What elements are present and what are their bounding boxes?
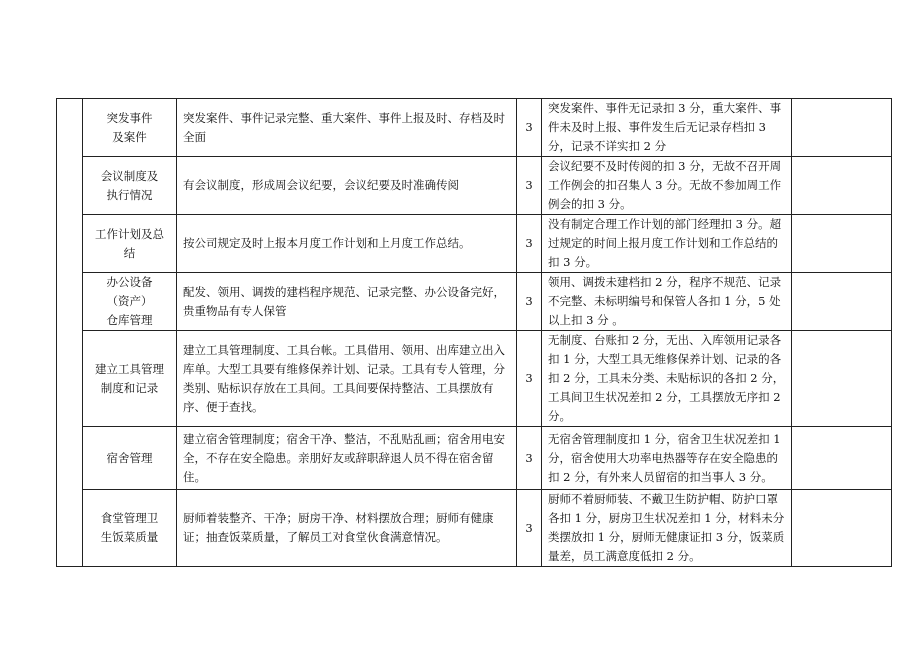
item-cell: 突发事件 及案件	[83, 99, 177, 157]
requirement-cell: 建立宿舍管理制度；宿舍干净、整洁，不乱贴乱画；宿舍用电安全，不存在安全隐患。亲朋好友或辞职辞退人员不得在宿舍留住。	[177, 427, 517, 490]
score-cell: 3	[517, 157, 542, 215]
score-cell: 3	[517, 99, 542, 157]
item-cell: 宿舍管理	[83, 427, 177, 490]
score-cell: 3	[517, 215, 542, 273]
score-cell: 3	[517, 273, 542, 331]
evaluation-table	[56, 98, 892, 567]
item-cell: 食堂管理卫 生饭菜质量	[83, 490, 177, 567]
score-cell: 3	[517, 427, 542, 490]
item-cell: 会议制度及 执行情况	[83, 157, 177, 215]
table-row	[57, 490, 892, 567]
table-row	[57, 273, 892, 331]
table-row	[57, 331, 892, 427]
item-cell: 工作计划及总 结	[83, 215, 177, 273]
table-row	[57, 427, 892, 490]
requirement-cell: 按公司规定及时上报本月度工作计划和上月度工作总结。	[177, 215, 517, 273]
requirement-cell: 有会议制度，形成周会议纪要，会议纪要及时准确传阅	[177, 157, 517, 215]
requirement-cell: 建立工具管理制度、工具台帐。工具借用、领用、出库建立出入库单。大型工具要有维修保养计划、记录。工具有专人管理，分类别、贴标识存放在工具间。工具间要保持整洁、工具摆放有序、便于查找。	[177, 331, 517, 427]
deduction-cell: 会议纪要不及时传阅的扣 3 分，无故不召开周工作例会的扣召集人 3 分。无故不参加周工作例会的扣 3 分。	[542, 157, 792, 215]
deduction-cell: 无宿舍管理制度扣 1 分，宿舍卫生状况差扣 1 分，宿舍使用大功率电热器等存在安全隐患的扣 2 分，有外来人员留宿的扣当事人 3 分。	[542, 427, 792, 490]
item-cell: 建立工具管理 制度和记录	[83, 331, 177, 427]
remark-cell	[792, 427, 892, 490]
remark-cell	[792, 273, 892, 331]
remark-cell	[792, 490, 892, 567]
remark-cell	[792, 331, 892, 427]
score-cell: 3	[517, 331, 542, 427]
remark-cell	[792, 215, 892, 273]
deduction-cell: 领用、调拨未建档扣 2 分，程序不规范、记录不完整、未标明编号和保管人各扣 1 分，5 处以上扣 3 分 。	[542, 273, 792, 331]
requirement-cell: 突发案件、事件记录完整、重大案件、事件上报及时、存档及时全面	[177, 99, 517, 157]
table-row	[57, 215, 892, 273]
requirement-cell: 配发、领用、调拨的建档程序规范、记录完整、办公设备完好，贵重物品有专人保管	[177, 273, 517, 331]
table-row	[57, 99, 892, 157]
deduction-cell: 突发案件、事件无记录扣 3 分，重大案件、事件未及时上报、事件发生后无记录存档扣 3 分，记录不详实扣 2 分	[542, 99, 792, 157]
requirement-cell: 厨师着装整齐、干净；厨房干净、材料摆放合理；厨师有健康证；抽查饭菜质量，了解员工对食堂伙食满意情况。	[177, 490, 517, 567]
remark-cell	[792, 157, 892, 215]
deduction-cell: 没有制定合理工作计划的部门经理扣 3 分。超过规定的时间上报月度工作计划和工作总结的扣 3 分。	[542, 215, 792, 273]
table-row	[57, 157, 892, 215]
group-cell	[57, 99, 83, 567]
deduction-cell: 无制度、台账扣 2 分，无出、入库领用记录各扣 1 分，大型工具无维修保养计划、记录的各扣 2 分，工具未分类、未贴标识的各扣 2 分，工具间卫生状况差扣 2 分，工具摆放无序扣 2 分。	[542, 331, 792, 427]
item-cell: 办公设备 （资产） 仓库管理	[83, 273, 177, 331]
score-cell: 3	[517, 490, 542, 567]
deduction-cell: 厨师不着厨师装、不戴卫生防护帽、防护口罩各扣 1 分，厨房卫生状况差扣 1 分，材料未分类摆放扣 1 分，厨师无健康证扣 3 分，饭菜质量差，员工满意度低扣 2 分。	[542, 490, 792, 567]
remark-cell	[792, 99, 892, 157]
